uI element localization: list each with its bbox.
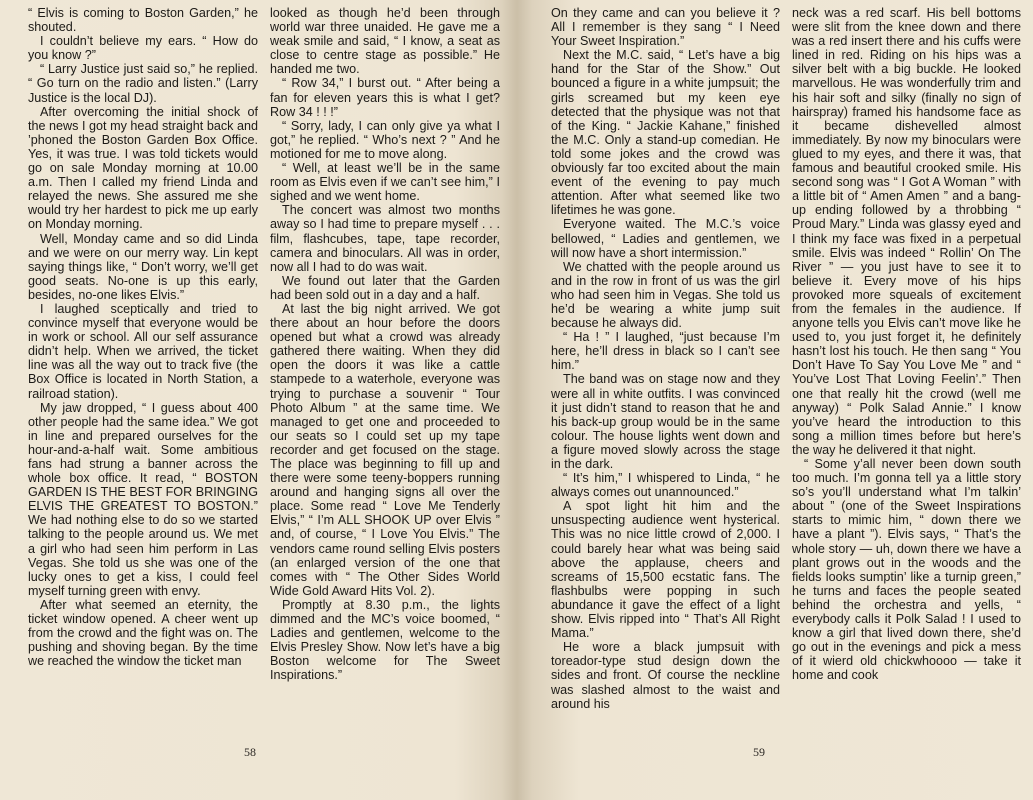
paragraph: On they came and can you believe it ? All I remember is they sang “ I Need Your Sweet Inspiration.” <box>551 6 780 49</box>
paragraph: After what seemed an eternity, the ticket window opened. A cheer went up from the crowd and the fight was on. The pushing and shoving began. By the time we reached the window the ticket man <box>28 597 258 669</box>
paragraph: “ Well, at least we’ll be in the same room as Elvis even if we can’t see him,” I sighed and we went home. <box>270 161 500 204</box>
paragraph: looked as though he’d been through world war three unaided. He gave me a weak smile and said, “ I know, a seat as close to centre stage as possible.” He handed me two. <box>270 6 500 77</box>
left-page-column-1 <box>28 6 258 750</box>
paragraph: “ Ha ! ” I laughed, “just because I’m here, he’ll dress in black so I can’t see him.” <box>551 330 780 373</box>
left-page-column-2 <box>270 6 500 750</box>
paragraph: “ Some y’all never been down south too much. I’m gonna tell ya a little story so’s you’ll understand what I’m talkin’ about ” (one of the Sweet Inspirations starts to mimic him, “ down there we have a plant ”). Elvis says, “ That’s the whole story — uh, down there we have a plant grows out in the woods and the fields looks sumptin’ like a turnip green,” he turns and faces the people seated behind the orchestra and yells, “ everybody calls it Polk Salad ! I used to know a girl that lived down there, she’d go out in the evenings and pick a mess of it wierd old chickwhoooo — take it home and cook <box>792 457 1021 683</box>
paragraph: My jaw dropped, “ I guess about 400 other people had the same idea.” We got in line and prepared ourselves for the hour-and-a-half wait. Some ambitious fans had strung a banner across the whole box office. It read, “ BOSTON GARDEN IS THE BEST FOR BRINGING ELVIS THE GREATEST TO BOSTON.” We had nothing else to do so we started talking to the people around us. We met a girl who had seen him perform in Las Vegas. She told us she was one of the lucky ones to get a kiss, I could feel myself turning green with envy. <box>28 400 258 598</box>
paragraph: “ Sorry, lady, I can only give ya what I got,” he replied. “ Who’s next ? ” And he motioned for me to move along. <box>270 118 500 161</box>
left-page-columns <box>28 6 501 750</box>
paragraph: I laughed sceptically and tried to convince myself that everyone would be in work or school. All our self assurance didn’t help. When we arrived, the ticket line was all the way out to track five (the Box Office is located in North Station, a railroad station). <box>28 301 258 401</box>
paragraph: neck was a red scarf. His bell bottoms were slit from the knee down and there was a red insert there and his cuffs were lined in red. Riding on his hips was a silver belt with a big buckle. He looked marvellous. He was wonderfully trim and his hair soft and silky (finally no sign of hairspray) framed his handsome face as it became dishevelled almost immediately. By now my binoculars were glued to my eyes, and there it was, that famous and beautiful crooked smile. His second song was “ I Got A Woman ” with a little bit of “ Amen Amen ” and a bang-up ending followed by a throbbing “ Proud Mary.” Linda was glassy eyed and I think my face was fixed in a perpetual smile. Elvis was indeed “ Rollin’ On The River ” — you just have to see it to believe it. Every move of his hips provoked more squeals of excitement from the females in the audience. If anyone tells you Elvis can’t move like he used to, you just forget it, he definitely hasn’t lost his touch. He then sang “ You Don’t Have To Say You Love Me ” and “ You’ve Lost That Loving Feelin’.” Then one that really hit the crowd (well me anyway) “ Polk Salad Annie.” I know you’ve heard the introduction to this song a million times before but here’s the way he delivered it that night. <box>792 6 1021 457</box>
page-number: 59 <box>753 745 765 759</box>
paragraph: “ It’s him,” I whispered to Linda, “ he always comes out unannounced.” <box>551 471 780 500</box>
paragraph: Everyone waited. The M.C.’s voice bellowed, “ Ladies and gentlemen, we will now have a short intermission.” <box>551 217 780 260</box>
paragraph: Well, Monday came and so did Linda and we were on our merry way. Lin kept saying things like, “ Don’t worry, we’ll get good seats. No-one is up this early, besides, no-one likes Elvis.” <box>28 231 258 302</box>
right-page <box>517 0 1033 800</box>
paragraph: The concert was almost two months away so I had time to prepare myself . . . film, flashcubes, tape, tape recorder, camera and binoculars. All was in order, now all I had to do was wait. <box>270 203 500 274</box>
right-page-column-2 <box>792 6 1021 750</box>
paragraph: “ Elvis is coming to Boston Garden,” he shouted. <box>28 6 258 35</box>
paragraph: We found out later that the Garden had been sold out in a day and a half. <box>270 273 500 302</box>
paragraph: “ Row 34,” I burst out. “ After being a fan for eleven years this is what I get? Row 34 ! ! !” <box>270 76 500 119</box>
paragraph: I couldn’t believe my ears. “ How do you know ?” <box>28 34 258 63</box>
paragraph: We chatted with the people around us and in the row in front of us was the girl who had seen him in Vegas. She told us he’d be wearing a white jump suit because he always did. <box>551 259 780 331</box>
paragraph: The band was on stage now and they were all in white outfits. I was convinced it just didn’t stand to reason that he and his back-up group would be in the same colour. The house lights went down and a figure moved slowly across the stage in the dark. <box>551 372 780 471</box>
right-page-columns <box>551 6 1021 750</box>
paragraph: After overcoming the initial shock of the news I got my head straight back and ’phoned the Boston Garden Box Office. Yes, it was true. I was told tickets would go on sale Monday morning at 10.00 a.m. Then I called my friend Linda and relayed the news. She assured me she would try her hardest to pick me up early on Monday morning. <box>28 104 258 232</box>
paragraph: Next the M.C. said, “ Let’s have a big hand for the Star of the Show.” Out bounced a figure in a white jumpsuit; the girls screamed but my keen eye detected that the physique was not that of the King. “ Jackie Kahane,” finished the M.C. Only a stand-up comedian. He told some jokes and the crowd was obviously far too excited about the main event of the evening to pay much attention. After what seemed like two lifetimes he was gone. <box>551 48 780 218</box>
paragraph: He wore a black jumpsuit with toreador-type stud design down the sides and front. Of course the neckline was slashed almost to the waist and around his <box>551 640 780 711</box>
paragraph: At last the big night arrived. We got there about an hour before the doors opened but what a crowd was already gathered there waiting. When they did open the doors it was like a cattle stampede to a waterhole, everyone was trying to purchase a souvenir “ Tour Photo Album ” at the same time. We managed to get one and proceeded to our seats so I could set up my tape recorder and get focused on the stage. The place was beginning to fill up and there were some teeny-boppers running around and hanging signs all over the place. Some read “ Love Me Tenderly Elvis,” “ I’m ALL SHOOK UP over Elvis ” and, of course, “ I Love You Elvis.” The vendors came round selling Elvis posters (an enlarged version of the one that comes with “ The Other Sides World Wide Gold Award Hits Vol. 2). <box>270 301 500 598</box>
right-page-column-1 <box>551 6 780 750</box>
paragraph: “ Larry Justice just said so,” he replied. “ Go turn on the radio and listen.” (Larry Justice is the local DJ). <box>28 62 258 105</box>
paragraph: Promptly at 8.30 p.m., the lights dimmed and the MC’s voice boomed, “ Ladies and gentlemen, welcome to the Elvis Presley Show. Now let’s have a big Boston welcome for The Sweet Inspirations.” <box>270 597 500 683</box>
paragraph: A spot light hit him and the unsuspecting audience went hysterical. This was no nice little crowd of 2,000. I could barely hear what was being said above the applause, cheers and screams of 15,500 ecstatic fans. The flashbulbs were popping in such abundance it gave the effect of a light show. Elvis ripped into “ That’s All Right Mama.” <box>551 499 780 641</box>
page-number: 58 <box>244 745 256 759</box>
